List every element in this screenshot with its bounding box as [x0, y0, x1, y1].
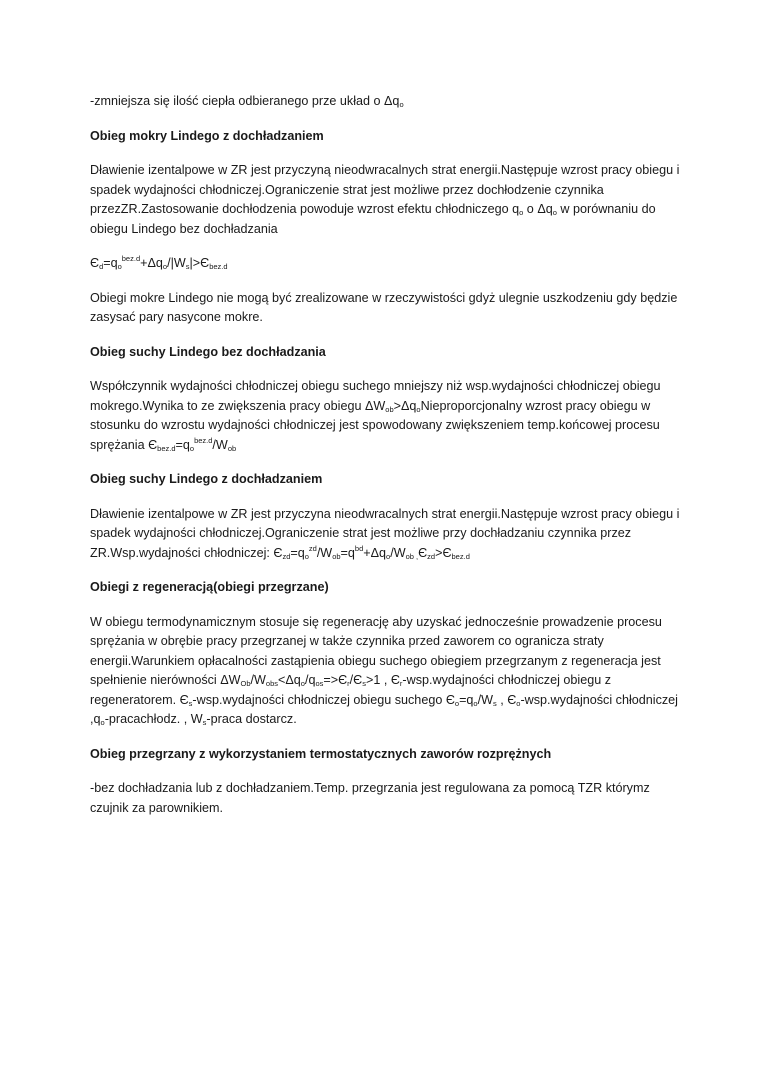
text-run: <Δq [278, 673, 301, 687]
text-run: =q [290, 545, 305, 560]
text-run: w porównaniu do obiegu Lindego bez dochładzania [90, 202, 656, 236]
text-supscript: bd [354, 543, 364, 553]
text-subscript: o [454, 698, 460, 708]
text-subscript: o [473, 698, 478, 708]
text-subscript: bez.d [451, 551, 470, 561]
text-subscript: d [99, 262, 104, 271]
text-run: -wsp.wydajności chłodniczej obiegu suchego Є [192, 692, 455, 707]
text-run: Obiegi mokre Lindego nie mogą być zrealizowane w rzeczywistości gdyż ulegnie uszkodzeniu gdy będzie zasysać pary nasycone mokre. [90, 290, 678, 324]
text-run: o Δq [523, 202, 553, 216]
text-run: >1 , Є [365, 673, 400, 687]
text-subscript: os [315, 679, 324, 688]
text-subscript: s [202, 718, 207, 727]
text-run: -wsp.wydajności chłodniczej ,q [90, 692, 678, 726]
text-subscript: o [416, 404, 421, 414]
text-run: /W [212, 437, 228, 452]
text-run: Є [90, 256, 100, 270]
text-subscript: ob [227, 443, 237, 453]
text-run: |>Є [189, 256, 210, 270]
text-run: Obieg suchy Lindego z dochładzaniem [90, 472, 323, 486]
text-run: -zmniejsza się ilość ciepła odbieranego prze układ o Δq [90, 94, 400, 108]
text-subscript: o [304, 551, 309, 561]
text-run: /W [390, 545, 406, 560]
text-run: /|W [167, 256, 186, 270]
text-supscript: bez.d [194, 435, 213, 445]
text-run: -praca dostarcz. [206, 712, 297, 726]
text-subscript: o [117, 262, 122, 271]
text-subscript: o [552, 208, 557, 217]
text-subscript: s [362, 679, 366, 688]
text-subscript: o [399, 100, 404, 109]
text-run: -wsp.wydajności chłodniczej obiegu z regeneratorem. Є [90, 673, 612, 707]
text-subscript: bez.d [209, 262, 228, 271]
para-obiegi-mokre-uwaga [90, 289, 680, 328]
text-run: =q [340, 545, 355, 560]
text-subscript: r [347, 679, 350, 688]
heading-obieg-przegrzany-tzr [90, 745, 680, 765]
para-obieg-mokry-z-dochladzaniem [90, 161, 680, 239]
heading-obieg-suchy-bez-dochladzania [90, 343, 680, 363]
text-run: -bez dochładzania lub z dochładzaniem.Temp. przegrzania jest regulowana za pomocą TZR którymz czujnik za parownikiem. [90, 781, 650, 815]
intro-line [90, 92, 680, 112]
text-run: Obieg mokry Lindego z dochładzaniem [90, 128, 324, 143]
text-subscript: zd [282, 551, 291, 561]
text-subscript: o [100, 718, 105, 727]
para-obieg-przegrzany-tzr [90, 779, 680, 818]
text-subscript: ob [332, 551, 341, 561]
text-run: Współczynnik wydajności chłodniczej obiegu suchego mniejszy niż wsp.wydajności chłodniczej obiegu mokrego.Wynika to ze zwiększenia pracy obiegu ΔW [90, 379, 661, 413]
text-run: Dławienie izentalpowe w ZR jest przyczyna nieodwracalnych strat energii.Następuje wzrost pracy obiegu i spadek wydajności chłodniczej.Ograniczenie strat jest możliwe przy dochładzaniu czynnika przez ZR.Wsp.wydajności chłodniczej: Є [90, 506, 680, 560]
text-run: Є [418, 545, 428, 560]
text-run: Dławienie izentalpowe w ZR jest przyczyną nieodwracalnych strat energii.Następuje wzrost pracy obiegu i spadek wydajności chłodniczej.Ograniczenie strat jest możliwe przez dochłodzenie czynnika przezZR.Zastosowanie dochłodzenia powoduje wzrost efektu chłodniczego q [90, 163, 680, 216]
text-run: Obieg przegrzany z wykorzystaniem termostatycznych zaworów rozprężnych [90, 746, 552, 761]
text-run: =q [459, 692, 474, 707]
text-run: +Δq [363, 545, 387, 560]
text-subscript: o [189, 443, 195, 453]
text-run: =q [103, 256, 118, 270]
text-run: >Δq [393, 398, 417, 413]
heading-obieg-mokry-z-dochladzaniem [90, 127, 680, 147]
text-run: Obieg suchy Lindego bez dochładzania [90, 344, 326, 359]
text-run: >Є [435, 545, 452, 560]
text-subscript: o [386, 551, 391, 561]
para-obieg-suchy-bez-dochladzania [90, 377, 680, 455]
text-subscript: ob [385, 404, 394, 414]
text-supscript: bez.d [121, 254, 141, 263]
text-run: =>Є [323, 673, 348, 687]
text-run: /q [304, 673, 316, 687]
text-subscript: o [519, 208, 524, 217]
heading-obiegi-z-regeneracja [90, 578, 680, 598]
text-run: +Δq [140, 256, 163, 270]
text-subscript: obs [265, 679, 279, 688]
text-subscript: o [516, 698, 521, 708]
text-subscript: r [399, 679, 403, 688]
formula-epsilon-d [90, 254, 680, 274]
text-subscript: zd [427, 551, 436, 561]
text-run: , Є [496, 692, 517, 707]
text-run: /W [316, 545, 333, 560]
text-run: /W [250, 673, 266, 687]
text-run: -pracachłodz. , W [104, 712, 203, 726]
text-subscript: s [492, 698, 497, 708]
heading-obieg-suchy-z-dochladzaniem [90, 470, 680, 490]
text-subscript: o [162, 262, 168, 271]
text-subscript: s [188, 698, 193, 708]
text-run: /W [477, 692, 493, 707]
para-obieg-suchy-z-dochladzaniem [90, 505, 680, 564]
text-subscript: ob , [405, 551, 419, 561]
text-run: /Є [349, 673, 363, 687]
text-subscript: Ob [240, 679, 251, 688]
text-run: =q [175, 437, 190, 452]
text-run: Nieproporcjonalny wzrost pracy obiegu w stosunku do wzrostu wydajności chłodniczej jest spowodowany zwiększeniem temp.końcowej procesu sprężania Є [90, 398, 660, 452]
text-run: Obiegi z regeneracją(obiegi przegrzane) [90, 580, 329, 594]
text-subscript: s [185, 262, 190, 271]
text-subscript: o [300, 679, 305, 688]
text-subscript: bez.d [157, 443, 176, 453]
text-supscript: zd [308, 543, 317, 553]
para-obiegi-z-regeneracja [90, 613, 680, 730]
text-run: W obiegu termodynamicznym stosuje się regenerację aby uzyskać jednocześnie prowadzenie procesu sprężania w obrębie pracy przegrzanej w także czynnika przed zaworem co ogranicza straty energii.Warunkiem opłacalności zastąpienia obiegu suchego obiegiem przegrzanym z regeneracja jest spełnienie nierówności ΔW [90, 614, 662, 687]
